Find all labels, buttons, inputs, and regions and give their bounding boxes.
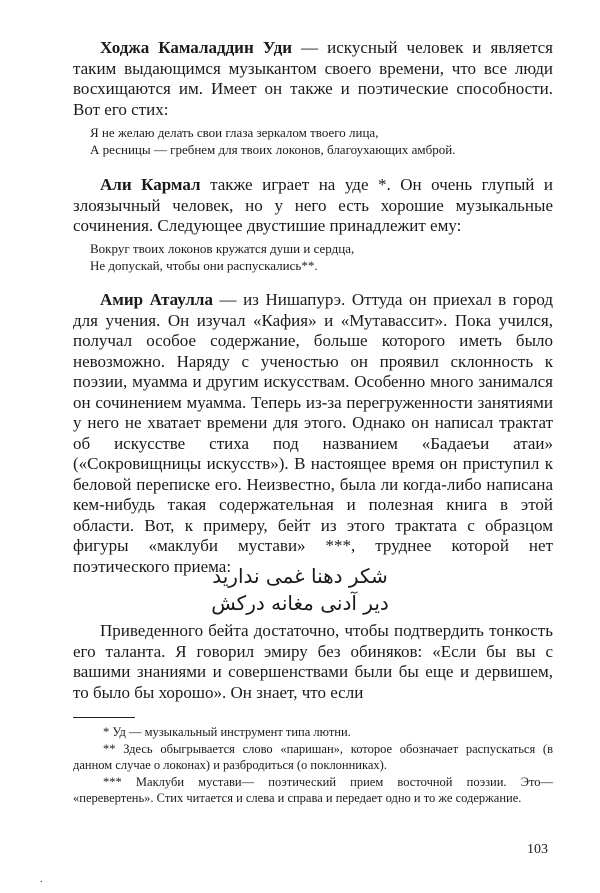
paragraph-conclusion: Приведенного бейта достаточно, чтобы подтвердить тонкость его таланта. Я говорил эмиру без обиняков: «Если бы вы с вашими знаниями и совершенствами были бы еще и дервишем, то было бы хорошо». Он знает, что если (73, 621, 553, 702)
verse-line: Не допускай, чтобы они распускались**. (90, 258, 318, 273)
name-ali: Али Кармал (100, 175, 201, 194)
name-khodja: Ходжа Камаладдин Уди (100, 38, 293, 57)
paragraph-khodja (73, 38, 553, 120)
footnote-divider (73, 717, 135, 718)
arabic-line: شكر دهنا غمى ندارید (212, 564, 388, 588)
verse-khodja (90, 124, 560, 158)
paragraph-ali (73, 175, 553, 237)
paragraph-ali-text: также играет на уде *. Он очень глупый и злоязычный человек, но у него есть хорошие музыкальные сочинения. Следующее двустишие принадлежит ему: (73, 175, 553, 235)
footnote-2: ** Здесь обыгрывается слово «паришан», которое обозначает распускаться (в данном случае о локонах) и разбродиться (о поклонниках). (73, 742, 553, 772)
page-number: 103 (527, 842, 548, 857)
verse-line: Вокруг твоих локонов кружатся души и сердца, (90, 241, 355, 256)
footnote-3: *** Маклуби мустави— поэтический прием восточной поэзии. Это— «перевертень». Стих читается и слева и справа и передает одно и то же содержание. (73, 775, 553, 805)
name-amir: Амир Атаулла (100, 290, 213, 309)
verse-line: Я не желаю делать свои глаза зеркалом твоего лица, (90, 125, 379, 140)
paragraph-khodja-text: — искусный человек и является таким выдающимся музыкантом своего времени, что все люди восхищаются им. Имеет он также и поэтические способности. Вот его стих: (73, 38, 553, 119)
arabic-verse (180, 563, 420, 617)
arabic-line: دیر آدنی مغانه درکش (211, 591, 389, 615)
stray-mark: . (40, 874, 43, 885)
paragraph-amir-text: — из Нишапурэ. Оттуда он приехал в город для учения. Он изучал «Кафия» и «Мутавассит». Пока учился, получал особое содержание, больше которого иметь было невозможно. Наряду с ученостью он проявил склонность к поэзии, муамма и другим искусствам. Особенно много занимался он сочинением муамма. Теперь из-за перегруженности занятиями у него не хватает времени для этого. Однако он написал трактат об искусстве стиха под названием «Бадаеъи атаи» («Сокровищницы искусств»). В настоящее время он приступил к беловой переписке его. Неизвестно, была ли когда-либо написана кем-нибудь такая содержательная и полезная книга в этой области. Вот, к примеру, бейт из этого трактата с образцом фигуры «маклуби мустави» ***, труднее которой нет поэтического приема: (73, 290, 553, 576)
footnote-1: * Уд — музыкальный инструмент типа лютни. (103, 725, 351, 739)
verse-ali (90, 240, 560, 274)
verse-line: А ресницы — гребнем для твоих локонов, благоухающих амброй. (90, 142, 456, 157)
paragraph-amir (73, 290, 553, 577)
